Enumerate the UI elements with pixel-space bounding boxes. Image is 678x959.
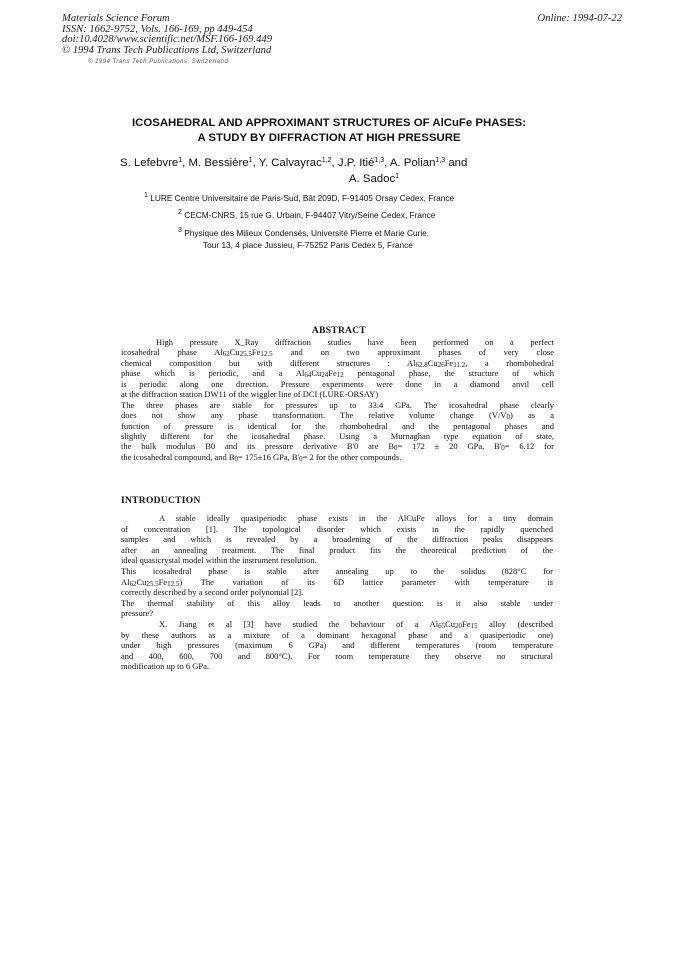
affiliation-2 [178,210,435,221]
paper-title-line-1: ICOSAHEDRAL AND APPROXIMANT STRUCTURES OF AlCuFe PHASES: [131,117,527,129]
intro-line: and 400, 600, 700 and 800°C). For room temperature they observe no structural [121,650,553,661]
author-affil-sup: 1 [395,173,400,180]
intro-line: $Al_{62}Cu_{25.5}Fe_{12.5}$) The variation of its 6D lattice parameter with temperature is [121,576,553,588]
abstract-line: is periodic along one direction. Pressure experiments were done in a diamond anvil cell [121,378,554,389]
affiliation-text: LURE Centre Universitaire de Paris-Sud, Bât 209D, F-91405 Orsay Cedex, France [150,193,455,203]
introduction-heading: INTRODUCTION [121,496,201,506]
introduction-body [121,513,553,672]
intro-line: X. Jiang et al [3] have studied the behaviour of a $Al_{65}Cu_{20}Fe_{15}$ alloy (described [159,618,553,630]
affiliation-number: 2 [178,209,182,216]
intro-line: This icosahedral phase is stable after annealing up to the solidus (828°C for [121,565,553,576]
author-name: J.P. Itié [337,157,375,169]
intro-line: The thermal stability of this alloy leads to another question: is it also stable under [121,597,553,608]
intro-line: samples and which is revealed by a broadening of the diffraction peaks disappears [121,534,553,545]
author-affil-sup: 1,3 [435,157,446,164]
author-affil-sup: 1 [248,157,253,164]
journal-copyright: © 1994 Trans Tech Publications Ltd, Switzerland [62,44,272,56]
author-list-continued [0,171,678,187]
abstract-line: icosahedral phase $Al_{62}Cu_{25.5}Fe_{12.5}$ and on two approximant phases of very close [121,347,554,358]
affiliation-3 [178,228,429,239]
abstract-line: the bulk modulus B0 and its pressure derivative B'0 are $B_0= 172 \pm 20$ GPa, $B'_0= 6.12$ for [121,441,554,452]
journal-header [62,14,272,56]
author-name: M. Bessière [188,157,249,169]
paper-title-line-2: A STUDY BY DIFFRACTION AT HIGH PRESSURE [197,132,461,144]
abstract-line: chemical composition but with different structures : $Al_{62.8}Cu_{26}Fe_{11.2}$, a rhombohedral [121,357,554,369]
author-name: A. Sadoc [348,173,396,185]
journal-doi[interactable]: doi:10.4028/www.scientific.net/MSF.166-169.449 [62,34,272,46]
affiliation-3-continued: Tour 13, 4 place Jussieu, F-75252 Paris Cedex 5, France [203,240,413,250]
author-name: A. Polian [389,157,436,169]
intro-line: of concentration [1]. The topological disorder which exists in the rapidly quenched [121,523,553,534]
faded-copyright-line: © 1994 Trans Tech Publications, Switzerland [88,59,229,65]
abstract-line: High pressure X_Ray diffraction studies have been performed on a perfect [156,337,554,347]
author-affil-sup: 1,3 [374,157,385,164]
author-affil-sup: 1 [178,157,183,164]
abstract-line: at the diffraction station DW11 of the wiggler line of DCI (LURE-ORSAY) [121,389,379,400]
intro-line: after an annealing treatment. The final product fits the theoretical prediction of the [121,544,553,555]
abstract-line: phase which is periodic, and a $Al_{64}Cu_{24}Fe_{12}$ pentagonal phase, the structure of which [121,368,554,379]
abstract-heading: ABSTRACT [311,326,367,336]
intro-line: by these authors as a mixture of a dominant hexagonal phase and a quasiperiodic one) [121,629,553,640]
author-conjunction: and [448,157,468,169]
intro-line: modification up to 6 GPa. [121,661,210,672]
author-affil-sup: 1,2 [321,157,332,164]
abstract-line: the icosahedral compound, and $B_0= 175\pm 16$ GPa, $B'_0= 2$ for the other compounds. [121,451,402,463]
abstract-body [121,337,554,462]
author-list: S. Lefebvre$^1$, M. Bessière$^1$, Y. Calvayrac$^{1,2}$, J.P. Itié$^{1,3}$, A. Polian$^{1,3}$ and [120,157,468,169]
intro-line: under high pressures (maximum 6 GPa) and different temperatures (room temperature [121,640,553,651]
intro-line: A stable ideally quasiperiodic phase exists in the AlCuFe alloys for a tiny domain [159,513,553,523]
journal-issn: ISSN: 1662-9752, Vols. 166-169, pp 449-454 [62,23,253,35]
abstract-line: function of pressure is identical for the rhombohedral and the pentagonal phases and [121,420,554,431]
intro-line: correctly described by a second order polynomial [2]. [121,587,304,598]
affiliation-1 [144,193,454,204]
affiliation-number: 3 [178,227,182,234]
journal-name: Materials Science Forum [62,13,170,24]
intro-line: pressure? [121,608,154,619]
abstract-line: does not show any phase transformation. The relative volume change $(V/V_0)$ as a [121,410,554,421]
affiliation-text: CECM-CNRS, 15 rue G. Urbain, F-94407 Vitry/Seine Cedex, France [184,210,436,220]
abstract-line: The three phases are stable for pressures up to 33.4 GPa. The icosahedral phase clearly [121,399,554,410]
author-name: S. Lefebvre [120,157,179,169]
intro-line: ideal quasicrystal model within the instrument resolution. [121,555,317,566]
affiliation-number: 1 [144,192,148,199]
affiliation-text: Physique des Milieux Condensés, Université Pierre et Marie Curie, [184,228,430,238]
author-name: Y. Calvayrac [258,157,322,169]
online-date: Online: 1994-07-22 [537,13,622,24]
abstract-line: slightly different for the icosahedral phase. Using a Murnaghan type equation of state, [121,430,554,441]
